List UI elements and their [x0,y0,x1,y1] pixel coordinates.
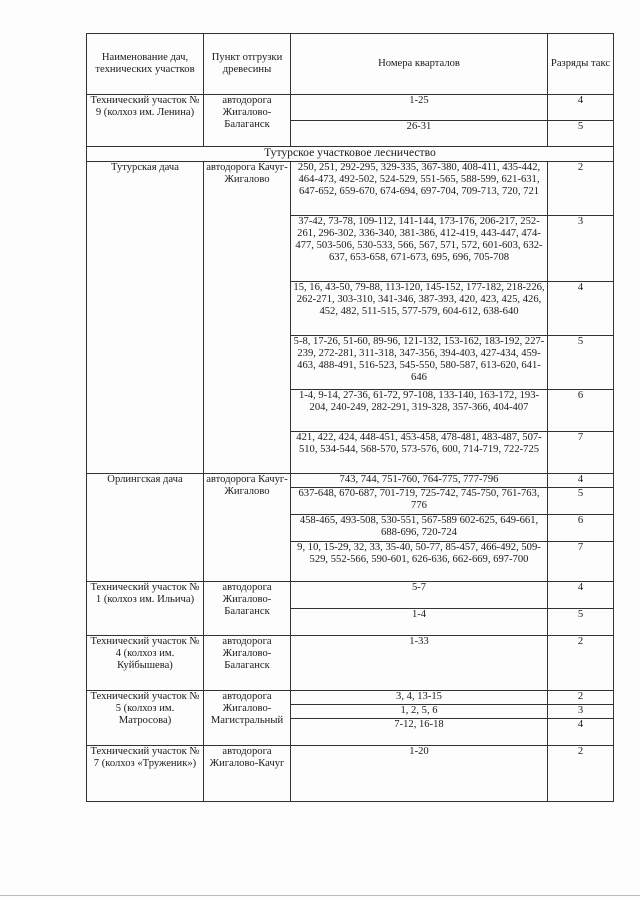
quarter-numbers: 3, 4, 13-15 [291,691,548,705]
table-header-row [87,34,614,95]
table-row [87,162,614,216]
header-quarter-numbers: Номера кварталов [291,34,548,95]
loading-point: автодорога Качуг-Жигалово [204,162,291,474]
quarter-numbers: 1-25 [291,95,548,121]
rate-category: 2 [548,746,614,802]
section-row [87,147,614,162]
plot-name: Тутурская дача [87,162,204,474]
plot-name: Технический участок № 4 (колхоз им. Куйбышева) [87,636,204,691]
quarter-numbers: 7-12, 16-18 [291,719,548,746]
quarter-numbers: 458-465, 493-508, 530-551, 567-589 602-625, 649-661, 688-696, 720-724 [291,515,548,542]
rate-category: 2 [548,691,614,705]
loading-point: автодорога Жигалово-Магистральный [204,691,291,746]
quarter-numbers: 26-31 [291,121,548,147]
rate-category: 4 [548,282,614,336]
rate-category: 4 [548,474,614,488]
loading-point: автодорога Жигалово-Балаганск [204,636,291,691]
quarter-numbers: 1, 2, 5, 6 [291,705,548,719]
section-title: Тутурское участковое лесничество [87,147,614,162]
header-rate-category: Разряды такс [548,34,614,95]
rate-category: 5 [548,336,614,390]
rate-category: 6 [548,515,614,542]
table-row [87,746,614,802]
plot-name: Технический участок № 9 (колхоз им. Ленина) [87,95,204,147]
table-row [87,474,614,488]
rate-category: 2 [548,636,614,691]
rate-category: 7 [548,542,614,582]
rate-category: 6 [548,390,614,432]
loading-point: автодорога Качуг-Жигалово [204,474,291,582]
table-row [87,636,614,691]
rate-category: 4 [548,95,614,121]
quarter-numbers: 5-7 [291,582,548,609]
plot-name: Технический участок № 1 (колхоз им. Ильича) [87,582,204,636]
plot-name: Технический участок № 7 (колхоз «Труженик») [87,746,204,802]
quarter-numbers: 15, 16, 43-50, 79-88, 113-120, 145-152, 177-182, 218-226, 262-271, 303-310, 341-346, 387-393, 420, 423, 425, 426, 452, 482, 511-515, 577-579, 604-612, 638-640 [291,282,548,336]
loading-point: автодорога Жигалово-Балаганск [204,95,291,147]
quarter-numbers: 421, 422, 424, 448-451, 453-458, 478-481, 483-487, 507-510, 534-544, 568-570, 573-576, 600, 714-719, 722-725 [291,432,548,474]
quarter-numbers: 637-648, 670-687, 701-719, 725-742, 745-750, 761-763, 776 [291,488,548,515]
rate-category: 7 [548,432,614,474]
quarter-numbers: 1-4, 9-14, 27-36, 61-72, 97-108, 133-140, 163-172, 193-204, 240-249, 282-291, 319-328, 357-366, 404-407 [291,390,548,432]
quarter-numbers: 1-33 [291,636,548,691]
table-row [87,582,614,609]
quarter-numbers: 1-20 [291,746,548,802]
scan-bottom-edge [0,895,640,896]
quarter-numbers: 1-4 [291,609,548,636]
rate-category: 3 [548,705,614,719]
table-row [87,691,614,705]
plot-name: Орлингская дача [87,474,204,582]
rate-category: 4 [548,719,614,746]
header-plot-name: Наименование дач, технических участков [87,34,204,95]
plot-name: Технический участок № 5 (колхоз им. Матросова) [87,691,204,746]
quarter-numbers: 743, 744, 751-760, 764-775, 777-796 [291,474,548,488]
rate-category: 5 [548,121,614,147]
tax-rates-table [86,33,614,802]
header-loading-point: Пункт отгрузки древесины [204,34,291,95]
table-row [87,95,614,121]
quarter-numbers: 37-42, 73-78, 109-112, 141-144, 173-176, 206-217, 252-261, 296-302, 336-340, 381-386, 412-419, 443-447, 474-477, 503-506, 530-533, 566, 567, 571, 572, 601-603, 632-637, 653-658, 671-673, 695, 696, 705-708 [291,216,548,282]
quarter-numbers: 250, 251, 292-295, 329-335, 367-380, 408-411, 435-442, 464-473, 492-502, 524-529, 551-565, 588-599, 621-631, 647-652, 659-670, 674-694, 697-704, 709-713, 720, 721 [291,162,548,216]
rate-category: 4 [548,582,614,609]
rate-category: 5 [548,488,614,515]
quarter-numbers: 5-8, 17-26, 51-60, 89-96, 121-132, 153-162, 183-192, 227-239, 272-281, 311-318, 347-356, 394-403, 427-434, 459-463, 488-491, 516-523, 545-550, 580-587, 613-620, 641-646 [291,336,548,390]
rate-category: 2 [548,162,614,216]
loading-point: автодорога Жигалово-Качуг [204,746,291,802]
quarter-numbers: 9, 10, 15-29, 32, 33, 35-40, 50-77, 85-457, 466-492, 509-529, 552-566, 590-601, 626-636, 662-669, 697-700 [291,542,548,582]
rate-category: 3 [548,216,614,282]
rate-category: 5 [548,609,614,636]
loading-point: автодорога Жигалово-Балаганск [204,582,291,636]
